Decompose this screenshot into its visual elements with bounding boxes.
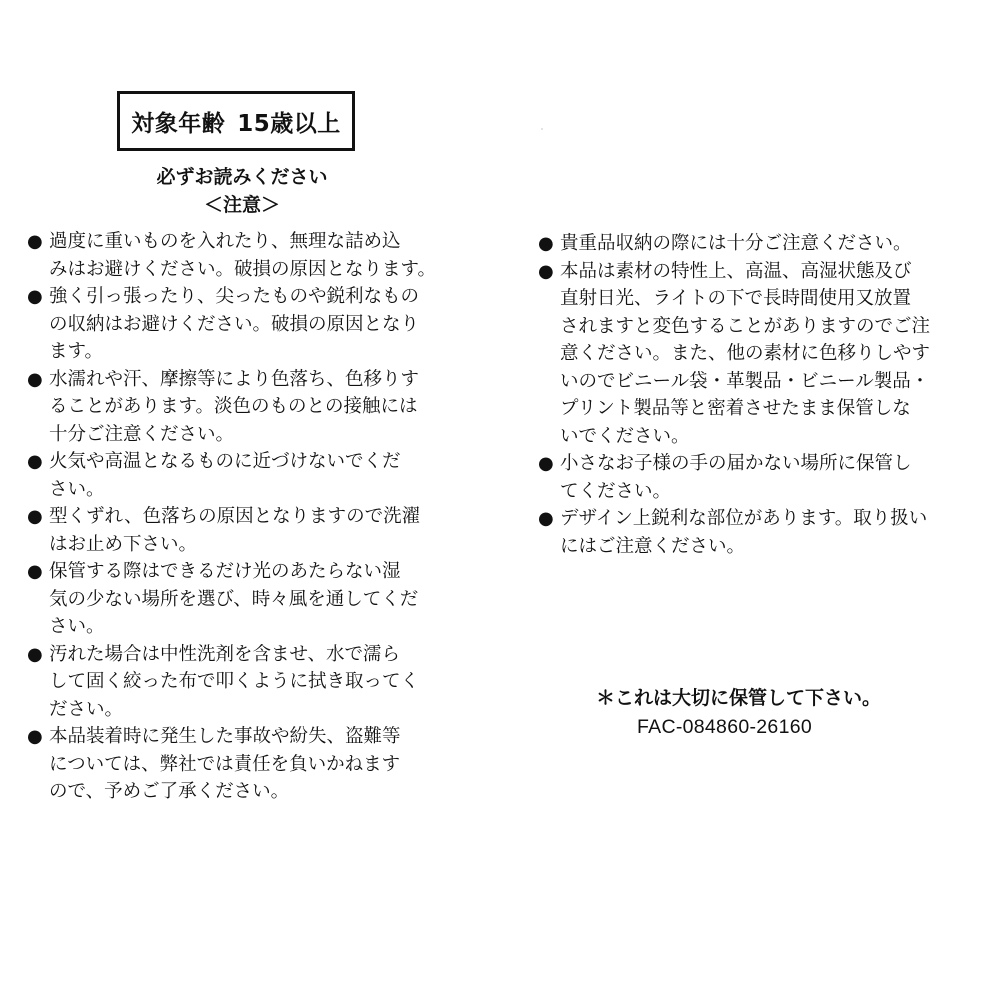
caution-item-text	[49, 503, 472, 558]
caution-line: については、弊社では責任を負いかねます	[49, 753, 401, 775]
age-rating-label: 対象年齢	[131, 110, 226, 137]
caution-line: 意ください。また、他の素材に色移りしやす	[560, 343, 931, 364]
caution-line: みはお避けください。破損の原因となります。	[49, 258, 437, 280]
caution-line: 直射日光、ライトの下で長時間使用又放置	[560, 288, 911, 309]
caution-line: いでください。	[560, 425, 690, 447]
age-rating-box	[117, 91, 355, 151]
caution-line: して固く絞った布で叩くように拭き取ってく	[49, 671, 420, 692]
caution-line: はお止め下さい。	[49, 533, 198, 555]
caution-item-text	[560, 450, 978, 505]
caution-line: にはご注意ください。	[560, 535, 746, 557]
caution-line: 強く引っ張ったり、尖ったものや鋭利なもの	[49, 286, 420, 307]
bullet-icon: ●	[538, 453, 554, 474]
caution-line: デザイン上鋭利な部位があります。取り扱い	[560, 508, 928, 529]
caution-line: 汚れた場合は中性洗剤を含ませ、水で濡ら	[49, 643, 400, 665]
caution-item-text	[49, 366, 472, 449]
caution-line: さい。	[49, 616, 105, 637]
caution-line: 過度に重いものを入れたり、無理な詰め込	[49, 231, 401, 252]
caution-line: 本品は素材の特性上、高温、高湿状態及び	[560, 260, 912, 282]
caution-item	[27, 503, 472, 558]
caution-line: の収納はお避けください。破損の原因となり	[49, 313, 420, 335]
paper-speck	[541, 128, 543, 130]
bullet-icon: ●	[27, 286, 43, 307]
caution-line: 火気や高温となるものに近づけないでくだ	[49, 451, 401, 472]
caution-line: ので、予めご了承ください。	[49, 781, 290, 802]
caution-line: ます。	[49, 341, 104, 362]
caution-item	[27, 558, 472, 641]
caution-line: 十分ご注意ください。	[49, 423, 235, 445]
heading-title: 必ずお読みください	[156, 166, 328, 188]
caution-line: 小さなお子様の手の届かない場所に保管し	[560, 453, 912, 474]
caution-line: ださい。	[49, 698, 124, 720]
bullet-icon: ●	[27, 561, 43, 582]
caution-item	[538, 505, 978, 560]
caution-line: されますと変色することがありますのでご注	[560, 315, 931, 337]
bullet-icon: ●	[27, 368, 43, 390]
caution-list-left	[27, 228, 472, 806]
caution-line: 気の少ない場所を選び、時々風を通してくだ	[49, 588, 419, 610]
age-rating-value: 15歳以上	[237, 110, 341, 137]
caution-item	[538, 230, 978, 258]
caution-line: 水濡れや汗、摩擦等により色落ち、色移りす	[49, 368, 420, 390]
bullet-icon: ●	[27, 643, 43, 665]
bullet-icon: ●	[27, 451, 43, 472]
caution-item-text	[49, 558, 472, 641]
caution-line: てください。	[560, 480, 672, 502]
caution-item	[27, 641, 472, 724]
caution-item	[538, 450, 978, 505]
bullet-icon: ●	[538, 233, 554, 254]
caution-item-text	[560, 258, 978, 451]
caution-item-text	[560, 230, 978, 258]
bullet-icon: ●	[538, 260, 554, 282]
caution-item	[27, 283, 472, 366]
caution-item-text	[49, 448, 472, 503]
caution-item	[27, 366, 472, 449]
caution-item-text	[49, 723, 472, 806]
bullet-icon: ●	[27, 231, 43, 252]
caution-item	[27, 228, 472, 283]
caution-line: 保管する際はできるだけ光のあたらない湿	[49, 561, 401, 582]
caution-line: プリント製品等と密着させたまま保管しな	[560, 398, 911, 419]
caution-item-text	[560, 505, 978, 560]
caution-line: 型くずれ、色落ちの原因となりますので洗濯	[49, 506, 421, 527]
caution-line: ることがあります。淡色のものとの接触には	[49, 396, 418, 417]
bullet-icon: ●	[538, 508, 554, 529]
caution-line: 本品装着時に発生した事故や紛失、盗難等	[49, 726, 401, 747]
product-code: FAC-084860-26160	[637, 716, 813, 738]
caution-item-text	[49, 283, 472, 366]
caution-item	[27, 448, 472, 503]
caution-list-right	[538, 230, 978, 560]
caution-line: 貴重品収納の際には十分ご注意ください。	[560, 233, 912, 254]
storage-notice: ＊これは大切に保管して下さい。	[596, 687, 882, 709]
caution-item	[538, 258, 978, 451]
heading	[130, 163, 354, 219]
caution-line: いのでビニール袋・革製品・ビニール製品・	[560, 370, 930, 392]
caution-item-text	[49, 641, 472, 724]
bullet-icon: ●	[27, 506, 43, 527]
heading-subtitle: ＜注意＞	[203, 194, 280, 216]
caution-item	[27, 723, 472, 806]
bullet-icon: ●	[27, 726, 43, 747]
caution-item-text	[49, 228, 472, 283]
caution-line: さい。	[49, 478, 105, 500]
